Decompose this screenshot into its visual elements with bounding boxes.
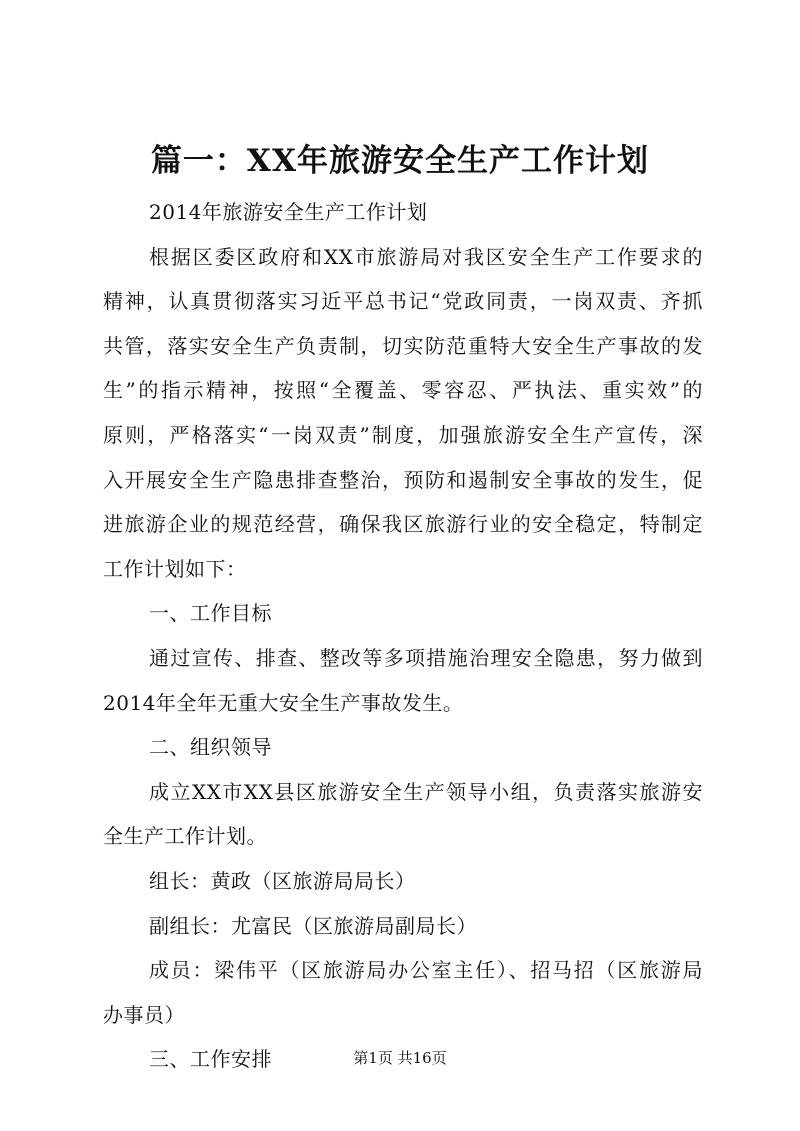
intro-line: 根据区委区政府和XX市旅游局对我区安全生产工作要求的 [149, 244, 703, 269]
page-number: 第1页 共16页 [353, 1049, 447, 1067]
intro-line: 生”的指示精神，按照“全覆盖、零容忍、严执法、重实效”的 [103, 378, 703, 403]
leadership-line: 成立XX市XX县区旅游安全生产领导小组，负责落实旅游安 [149, 779, 703, 804]
goals-line: 通过宣传、排查、整改等多项措施治理安全隐患，努力做到 [149, 645, 703, 670]
document-title: 篇一：XX年旅游安全生产工作计划 [150, 143, 650, 179]
document-body [103, 190, 703, 1082]
intro-line: 入开展安全生产隐患排查整治，预防和遏制安全事故的发生，促 [103, 467, 703, 492]
section-heading-arrangement: 三、工作安排 [149, 1047, 272, 1072]
document-subtitle: 2014年旅游安全生产工作计划 [149, 200, 428, 224]
section-heading-leadership: 二、组织领导 [149, 735, 272, 760]
members-line: 成员：梁伟平（区旅游局办公室主任）、招马招（区旅游局 [149, 958, 703, 983]
leadership-line: 全生产工作计划。 [103, 824, 267, 849]
goals-line: 2014年全年无重大安全生产事故发生。 [103, 690, 464, 715]
members-line: 办事员） [103, 1002, 185, 1027]
deputy-leader-entry: 副组长：尤富民（区旅游局副局长） [149, 913, 477, 938]
intro-line: 进旅游企业的规范经营，确保我区旅游行业的安全稳定，特制定 [103, 512, 703, 537]
intro-line: 工作计划如下： [103, 556, 247, 581]
intro-line: 原则，严格落实“一岗双责”制度，加强旅游安全生产宣传，深 [103, 422, 703, 447]
intro-line: 共管，落实安全生产负责制，切实防范重特大安全生产事故的发 [103, 333, 703, 358]
leader-entry: 组长：黄政（区旅游局局长） [149, 868, 416, 893]
intro-line: 精神，认真贯彻落实习近平总书记“党政同责，一岗双责、齐抓 [103, 289, 703, 314]
section-heading-goals: 一、工作目标 [149, 601, 272, 626]
